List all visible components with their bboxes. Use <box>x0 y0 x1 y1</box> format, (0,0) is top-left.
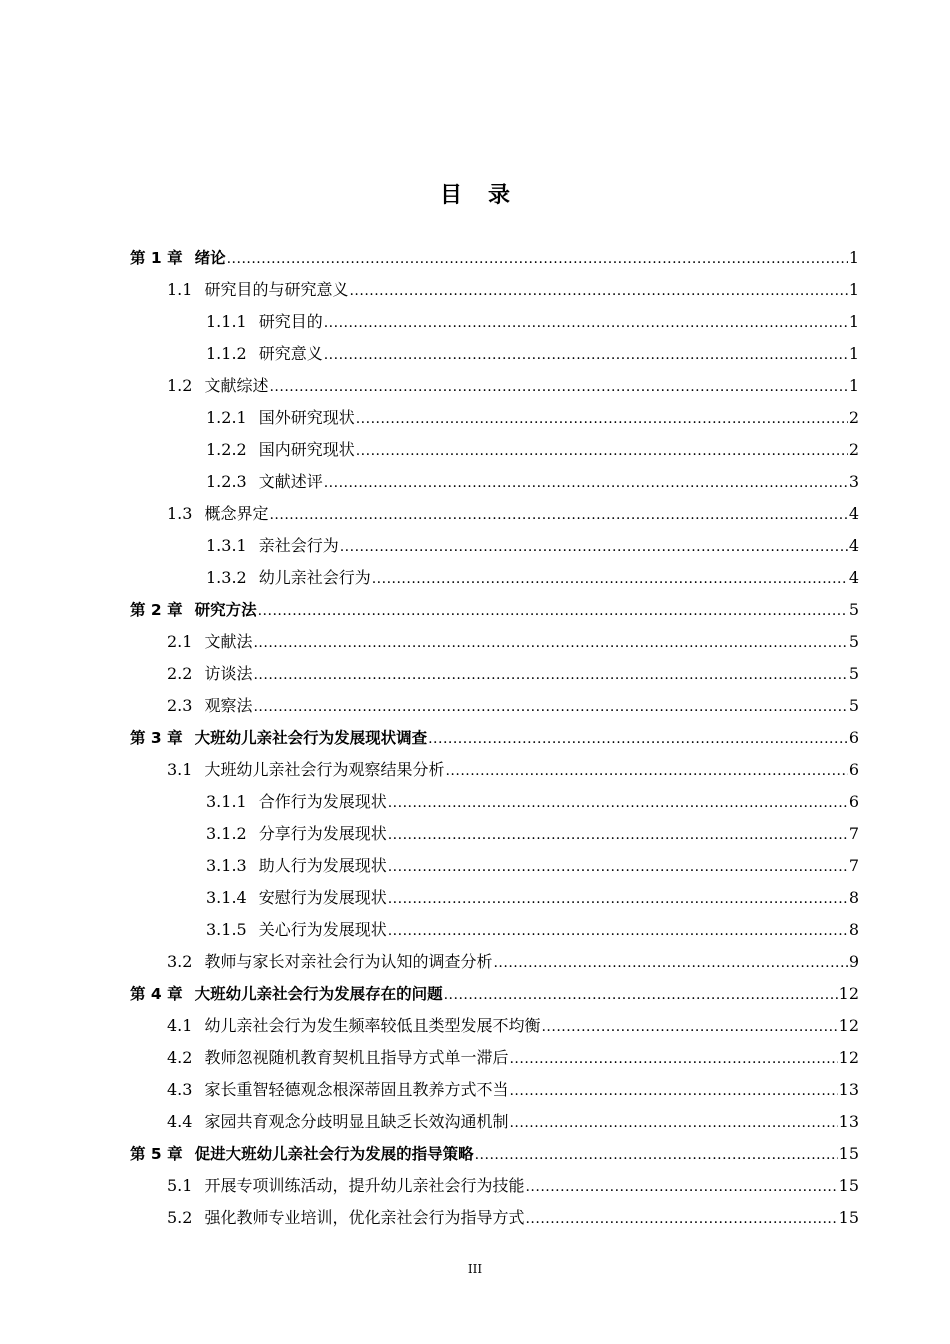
toc-entry-number: 1.2.3 <box>206 472 247 491</box>
toc-entry-number: 3.1.3 <box>206 856 247 875</box>
dot-leader <box>509 1114 837 1130</box>
dot-leader <box>509 1050 837 1066</box>
toc-entry-number: 4.1 <box>167 1016 193 1035</box>
toc-entry[interactable] <box>130 1138 859 1170</box>
toc-entry-label: 国内研究现状 <box>258 440 355 459</box>
toc-entry-label: 幼儿亲社会行为 <box>258 568 371 587</box>
dot-leader <box>269 506 847 522</box>
toc-entry-number: 第 1 章 <box>130 249 183 267</box>
dot-leader <box>269 378 847 394</box>
toc-entry[interactable] <box>130 626 859 658</box>
toc-entry-label: 大班幼儿亲社会行为发展存在的问题 <box>194 985 443 1003</box>
dot-leader <box>227 250 848 266</box>
toc-entry-label: 强化教师专业培训，优化亲社会行为指导方式 <box>204 1208 525 1227</box>
toc-entry-label: 教师与家长对亲社会行为认知的调查分析 <box>204 952 493 971</box>
toc-entry[interactable] <box>130 818 859 850</box>
toc-entry-page: 1 <box>848 248 859 267</box>
toc-entry-number: 第 5 章 <box>130 1145 183 1163</box>
dot-leader <box>258 602 848 618</box>
dot-leader <box>324 474 848 490</box>
toc-entry-page: 8 <box>848 920 859 939</box>
toc-entry-label: 研究目的与研究意义 <box>204 280 349 299</box>
toc-entry-number: 1.2 <box>167 376 193 395</box>
toc-entry-label: 家长重智轻德观念根深蒂固且教养方式不当 <box>204 1080 509 1099</box>
toc-entry-page: 5 <box>848 664 859 683</box>
toc-entry-label: 教师忽视随机教育契机且指导方式单一滞后 <box>204 1048 509 1067</box>
toc-entry-page: 6 <box>848 760 859 779</box>
toc-entry-number: 2.2 <box>167 664 193 683</box>
toc-entry-page: 9 <box>848 952 859 971</box>
toc-entry-label: 关心行为发展现状 <box>258 920 387 939</box>
toc-entry-page: 4 <box>848 568 859 587</box>
dot-leader <box>340 538 848 554</box>
toc-entry[interactable] <box>130 498 859 530</box>
toc-entry-page: 15 <box>838 1208 859 1227</box>
dot-leader <box>388 922 848 938</box>
dot-leader <box>525 1178 837 1194</box>
toc-entry-page: 1 <box>848 312 859 331</box>
toc-entry-label: 促进大班幼儿亲社会行为发展的指导策略 <box>194 1145 474 1163</box>
toc-entry[interactable] <box>130 754 859 786</box>
toc-entry-page: 5 <box>848 632 859 651</box>
toc-entry-page: 6 <box>848 792 859 811</box>
toc-entry-page: 4 <box>848 536 859 555</box>
dot-leader <box>388 794 848 810</box>
page-title: 目录 <box>439 183 536 208</box>
toc-entry-page: 13 <box>838 1112 859 1131</box>
toc-entry[interactable] <box>130 946 859 978</box>
dot-leader <box>253 698 847 714</box>
toc-entry-number: 3.1.1 <box>206 792 247 811</box>
dot-leader <box>253 666 847 682</box>
toc-entry-label: 文献述评 <box>258 472 323 491</box>
toc-entry-page: 3 <box>848 472 859 491</box>
toc-entry[interactable] <box>130 978 859 1010</box>
toc-entry-number: 3.2 <box>167 952 193 971</box>
toc-entry[interactable] <box>130 658 859 690</box>
dot-leader <box>324 314 848 330</box>
dot-leader <box>541 1018 837 1034</box>
dot-leader <box>475 1146 838 1162</box>
toc-entry-number: 1.3 <box>167 504 193 523</box>
toc-entry[interactable] <box>130 786 859 818</box>
toc-entry[interactable] <box>130 1042 859 1074</box>
toc-entry-page: 12 <box>838 984 859 1003</box>
toc-entry-label: 幼儿亲社会行为发生频率较低且类型发展不均衡 <box>204 1016 541 1035</box>
toc-entry[interactable] <box>130 562 859 594</box>
toc-entry-label: 文献法 <box>204 632 253 651</box>
toc-entry-number: 3.1.4 <box>206 888 247 907</box>
toc-entry-number: 3.1.5 <box>206 920 247 939</box>
toc-entry-page: 5 <box>848 696 859 715</box>
toc-entry-page: 5 <box>848 600 859 619</box>
toc-entry-number: 4.4 <box>167 1112 193 1131</box>
toc-entry[interactable] <box>130 722 859 754</box>
toc-entry-number: 4.2 <box>167 1048 193 1067</box>
toc-entry-number: 4.3 <box>167 1080 193 1099</box>
toc-entry[interactable] <box>130 434 859 466</box>
toc-entry[interactable] <box>130 402 859 434</box>
dot-leader <box>349 282 847 298</box>
dot-leader <box>445 762 847 778</box>
toc-entry-page: 12 <box>838 1016 859 1035</box>
toc-entry[interactable] <box>130 1202 859 1234</box>
toc-entry[interactable] <box>130 690 859 722</box>
toc-entry[interactable] <box>130 466 859 498</box>
toc-entry-number: 第 4 章 <box>130 985 183 1003</box>
toc-entry-page: 8 <box>848 888 859 907</box>
toc-entry-label: 国外研究现状 <box>258 408 355 427</box>
toc-entry-label: 安慰行为发展现状 <box>258 888 387 907</box>
toc-entry-page: 6 <box>848 728 859 747</box>
table-of-contents <box>130 242 859 1234</box>
toc-entry-page: 12 <box>838 1048 859 1067</box>
toc-entry[interactable] <box>130 338 859 370</box>
dot-leader <box>509 1082 837 1098</box>
toc-entry-number: 2.3 <box>167 696 193 715</box>
toc-entry[interactable] <box>130 530 859 562</box>
toc-entry-number: 1.1.2 <box>206 344 247 363</box>
toc-entry[interactable] <box>130 306 859 338</box>
toc-entry-label: 研究意义 <box>258 344 323 363</box>
toc-entry-label: 研究方法 <box>194 601 257 619</box>
toc-entry[interactable] <box>130 242 859 274</box>
toc-entry-label: 大班幼儿亲社会行为发展现状调查 <box>194 729 428 747</box>
toc-entry-page: 2 <box>848 440 859 459</box>
toc-entry-label: 观察法 <box>204 696 253 715</box>
dot-leader <box>493 954 847 970</box>
toc-entry[interactable] <box>130 594 859 626</box>
toc-entry-number: 1.1.1 <box>206 312 247 331</box>
toc-entry-number: 1.2.2 <box>206 440 247 459</box>
toc-entry-page: 15 <box>838 1144 859 1163</box>
toc-entry-label: 研究目的 <box>258 312 323 331</box>
dot-leader <box>525 1210 837 1226</box>
dot-leader <box>324 346 848 362</box>
toc-entry[interactable] <box>130 1170 859 1202</box>
toc-entry-label: 文献综述 <box>204 376 269 395</box>
toc-entry-page: 15 <box>838 1176 859 1195</box>
dot-leader <box>356 410 848 426</box>
toc-entry[interactable] <box>130 274 859 306</box>
toc-entry-page: 13 <box>838 1080 859 1099</box>
toc-entry-number: 第 2 章 <box>130 601 183 619</box>
toc-entry-page: 7 <box>848 856 859 875</box>
toc-entry-label: 合作行为发展现状 <box>258 792 387 811</box>
toc-entry-page: 1 <box>848 344 859 363</box>
dot-leader <box>388 890 848 906</box>
toc-entry-label: 亲社会行为 <box>258 536 339 555</box>
toc-entry-number: 1.1 <box>167 280 193 299</box>
toc-entry[interactable] <box>130 370 859 402</box>
toc-entry-number: 3.1.2 <box>206 824 247 843</box>
toc-entry-label: 概念界定 <box>204 504 269 523</box>
toc-entry-page: 4 <box>848 504 859 523</box>
toc-entry[interactable] <box>130 1074 859 1106</box>
toc-entry-number: 1.3.2 <box>206 568 247 587</box>
dot-leader <box>444 986 838 1002</box>
toc-entry[interactable] <box>130 914 859 946</box>
toc-entry-page: 7 <box>848 824 859 843</box>
toc-entry-number: 2.1 <box>167 632 193 651</box>
toc-entry-page: 2 <box>848 408 859 427</box>
toc-entry-number: 5.2 <box>167 1208 193 1227</box>
toc-entry-label: 大班幼儿亲社会行为观察结果分析 <box>204 760 445 779</box>
dot-leader <box>253 634 847 650</box>
toc-entry-page: 1 <box>848 376 859 395</box>
toc-entry-label: 访谈法 <box>204 664 253 683</box>
page-number-footer: III <box>467 1262 483 1276</box>
toc-entry[interactable] <box>130 850 859 882</box>
toc-entry-label: 助人行为发展现状 <box>258 856 387 875</box>
toc-entry-number: 5.1 <box>167 1176 193 1195</box>
dot-leader <box>356 442 848 458</box>
toc-entry-label: 绪论 <box>194 249 226 267</box>
toc-entry-label: 开展专项训练活动，提升幼儿亲社会行为技能 <box>204 1176 525 1195</box>
toc-entry-label: 分享行为发展现状 <box>258 824 387 843</box>
dot-leader <box>388 826 848 842</box>
dot-leader <box>372 570 848 586</box>
toc-entry-number: 3.1 <box>167 760 193 779</box>
toc-entry[interactable] <box>130 1106 859 1138</box>
dot-leader <box>388 858 848 874</box>
toc-entry-page: 1 <box>848 280 859 299</box>
toc-entry[interactable] <box>130 1010 859 1042</box>
toc-entry-number: 1.2.1 <box>206 408 247 427</box>
toc-entry-number: 第 3 章 <box>130 729 183 747</box>
toc-entry-number: 1.3.1 <box>206 536 247 555</box>
toc-entry-label: 家园共育观念分歧明显且缺乏长效沟通机制 <box>204 1112 509 1131</box>
toc-entry[interactable] <box>130 882 859 914</box>
dot-leader <box>428 730 848 746</box>
